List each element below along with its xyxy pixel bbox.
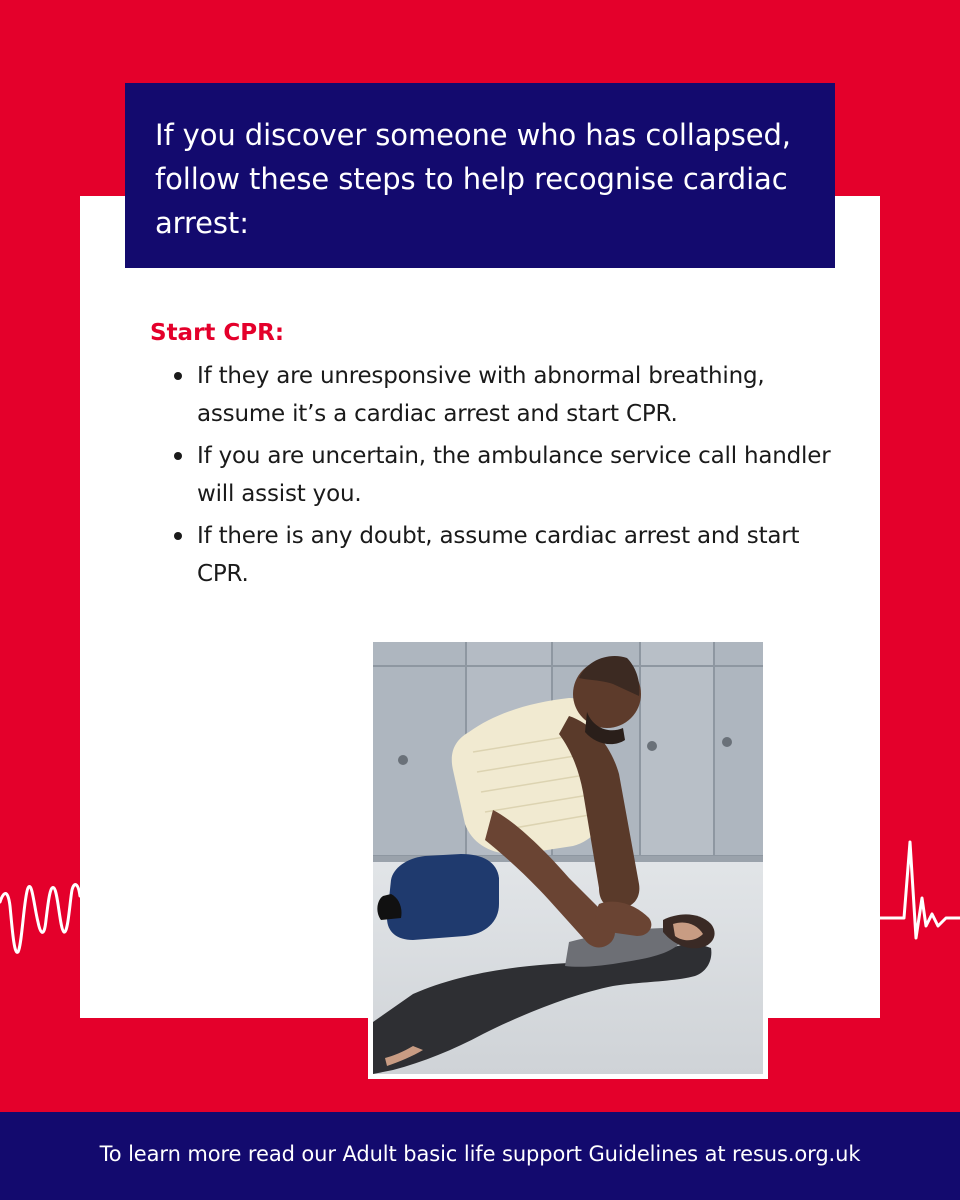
heartbeat-wave-icon <box>0 860 84 960</box>
bullet-list <box>172 357 832 597</box>
bullet-dot-icon <box>174 452 182 460</box>
cpr-illustration <box>373 642 763 1074</box>
bullet-text: If they are unresponsive with abnormal breathing, assume it’s a cardiac arrest and start CPR. <box>197 363 765 427</box>
header-text: If you discover someone who has collapsed, follow these steps to help recognise cardiac arrest: <box>155 118 791 240</box>
bullet-text: If you are uncertain, the ambulance service call handler will assist you. <box>197 443 831 507</box>
bullet-item <box>172 357 832 433</box>
bullet-dot-icon <box>174 372 182 380</box>
footer-bar <box>0 1112 960 1200</box>
bullet-text: If there is any doubt, assume cardiac arrest and start CPR. <box>197 523 800 587</box>
cpr-photo <box>373 642 763 1074</box>
footer-text[interactable]: To learn more read our Adult basic life support Guidelines at resus.org.uk <box>99 1142 861 1166</box>
cpr-photo-frame <box>368 637 768 1079</box>
section-title: Start CPR: <box>150 320 285 346</box>
bullet-item <box>172 437 832 513</box>
heartbeat-wave-icon <box>876 830 960 960</box>
bullet-dot-icon <box>174 532 182 540</box>
bullet-item <box>172 517 832 593</box>
header-box <box>125 83 835 268</box>
